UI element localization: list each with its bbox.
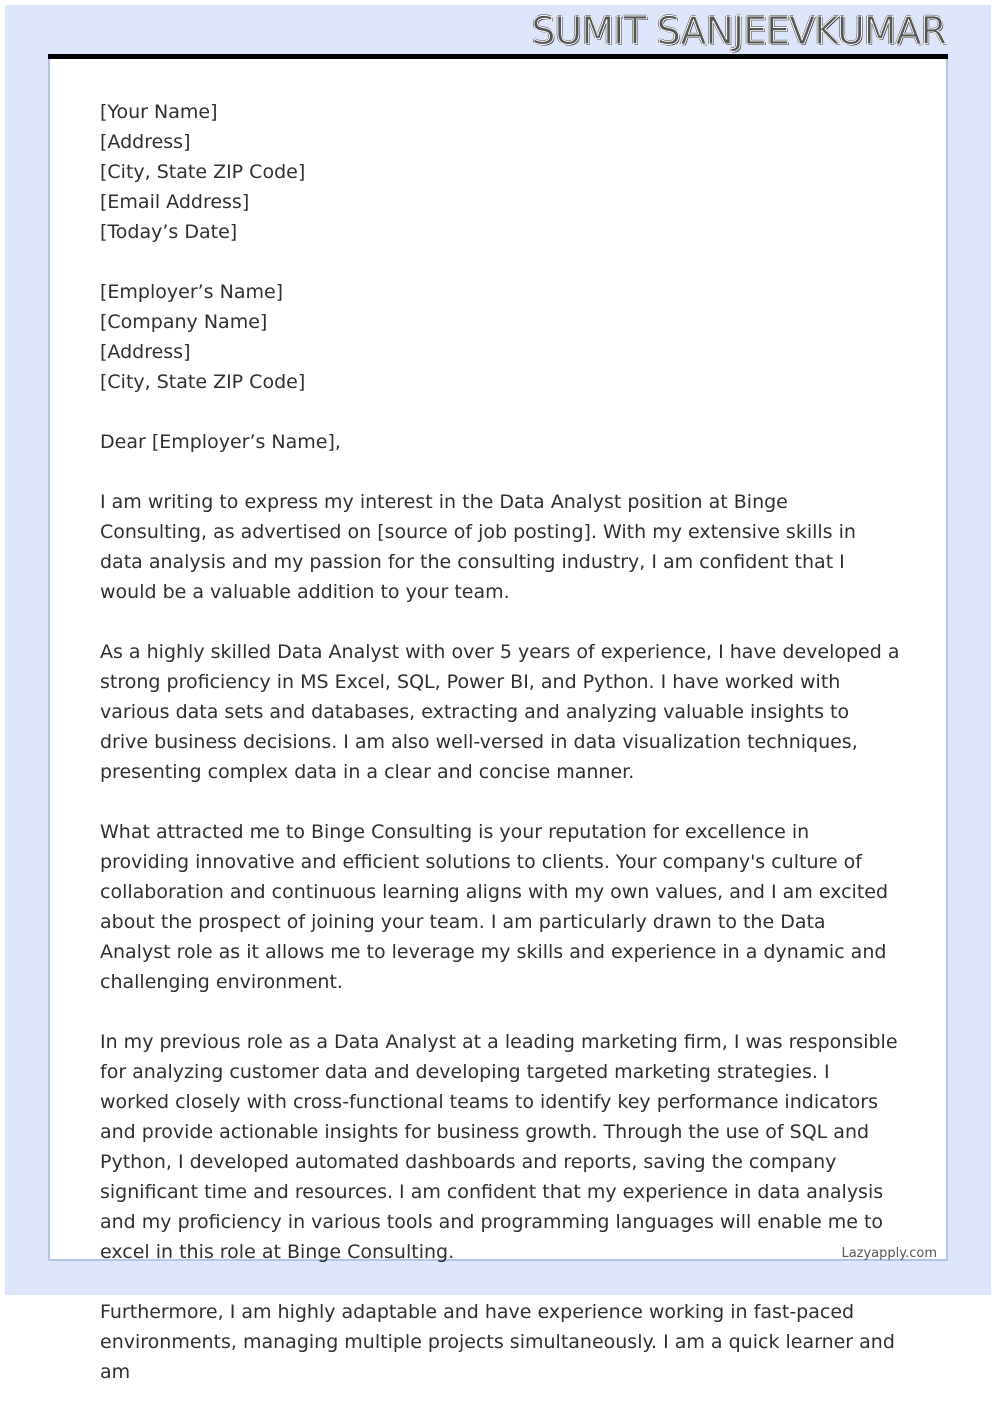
- recipient-name: [Employer’s Name]: [100, 281, 284, 303]
- cover-letter: [100, 97, 900, 1417]
- body-paragraph: What attracted me to Binge Consulting is your reputation for excellence in providing innovative and efficient solutions to clients. Your company's culture of collaboration and continuous learning aligns with my own values, and I am excited about the prospect of joining your team. I am particularly drawn to the Data Analyst role as it allows me to leverage my skills and experience in a dynamic and challenging environment.: [100, 821, 889, 993]
- letter-date: [Today’s Date]: [100, 221, 238, 243]
- body-paragraph: Furthermore, I am highly adaptable and have experience working in fast-paced environments, managing multiple projects simultaneously. I am a quick learner and am: [100, 1301, 895, 1383]
- sender-name: [Your Name]: [100, 101, 218, 123]
- sender-email: [Email Address]: [100, 191, 250, 213]
- salutation: Dear [Employer’s Name],: [100, 431, 341, 453]
- watermark: Lazyapply.com: [841, 1246, 937, 1261]
- body-paragraph: In my previous role as a Data Analyst at a leading marketing firm, I was responsible for analyzing customer data and developing targeted marketing strategies. I worked closely with cross-functional teams to identify key performance indicators and provide actionable insights for business growth. Through the use of SQL and Python, I developed automated dashboards and reports, saving the company significant time and resources. I am confident that my experience in data analysis and my proficiency in various tools and programming languages will enable me to excel in this role at Binge Consulting.: [100, 1031, 898, 1263]
- recipient-city: [City, State ZIP Code]: [100, 371, 306, 393]
- recipient-address: [Address]: [100, 341, 191, 363]
- body-paragraph: I am writing to express my interest in the Data Analyst position at Binge Consulting, as advertised on [source of job posting]. With my extensive skills in data analysis and my passion for the consulting industry, I am confident that I would be a valuable addition to your team.: [100, 491, 856, 603]
- recipient-block: [100, 277, 900, 397]
- sender-address: [Address]: [100, 131, 191, 153]
- recipient-company: [Company Name]: [100, 311, 268, 333]
- header-name: SUMIT SANJEEVKUMAR: [531, 9, 946, 53]
- sender-block: [100, 97, 900, 247]
- body-paragraph: As a highly skilled Data Analyst with over 5 years of experience, I have developed a strong proficiency in MS Excel, SQL, Power BI, and Python. I have worked with various data sets and databases, extracting and analyzing valuable insights to drive business decisions. I am also well-versed in data visualization techniques, presenting complex data in a clear and concise manner.: [100, 641, 900, 783]
- sender-city: [City, State ZIP Code]: [100, 161, 306, 183]
